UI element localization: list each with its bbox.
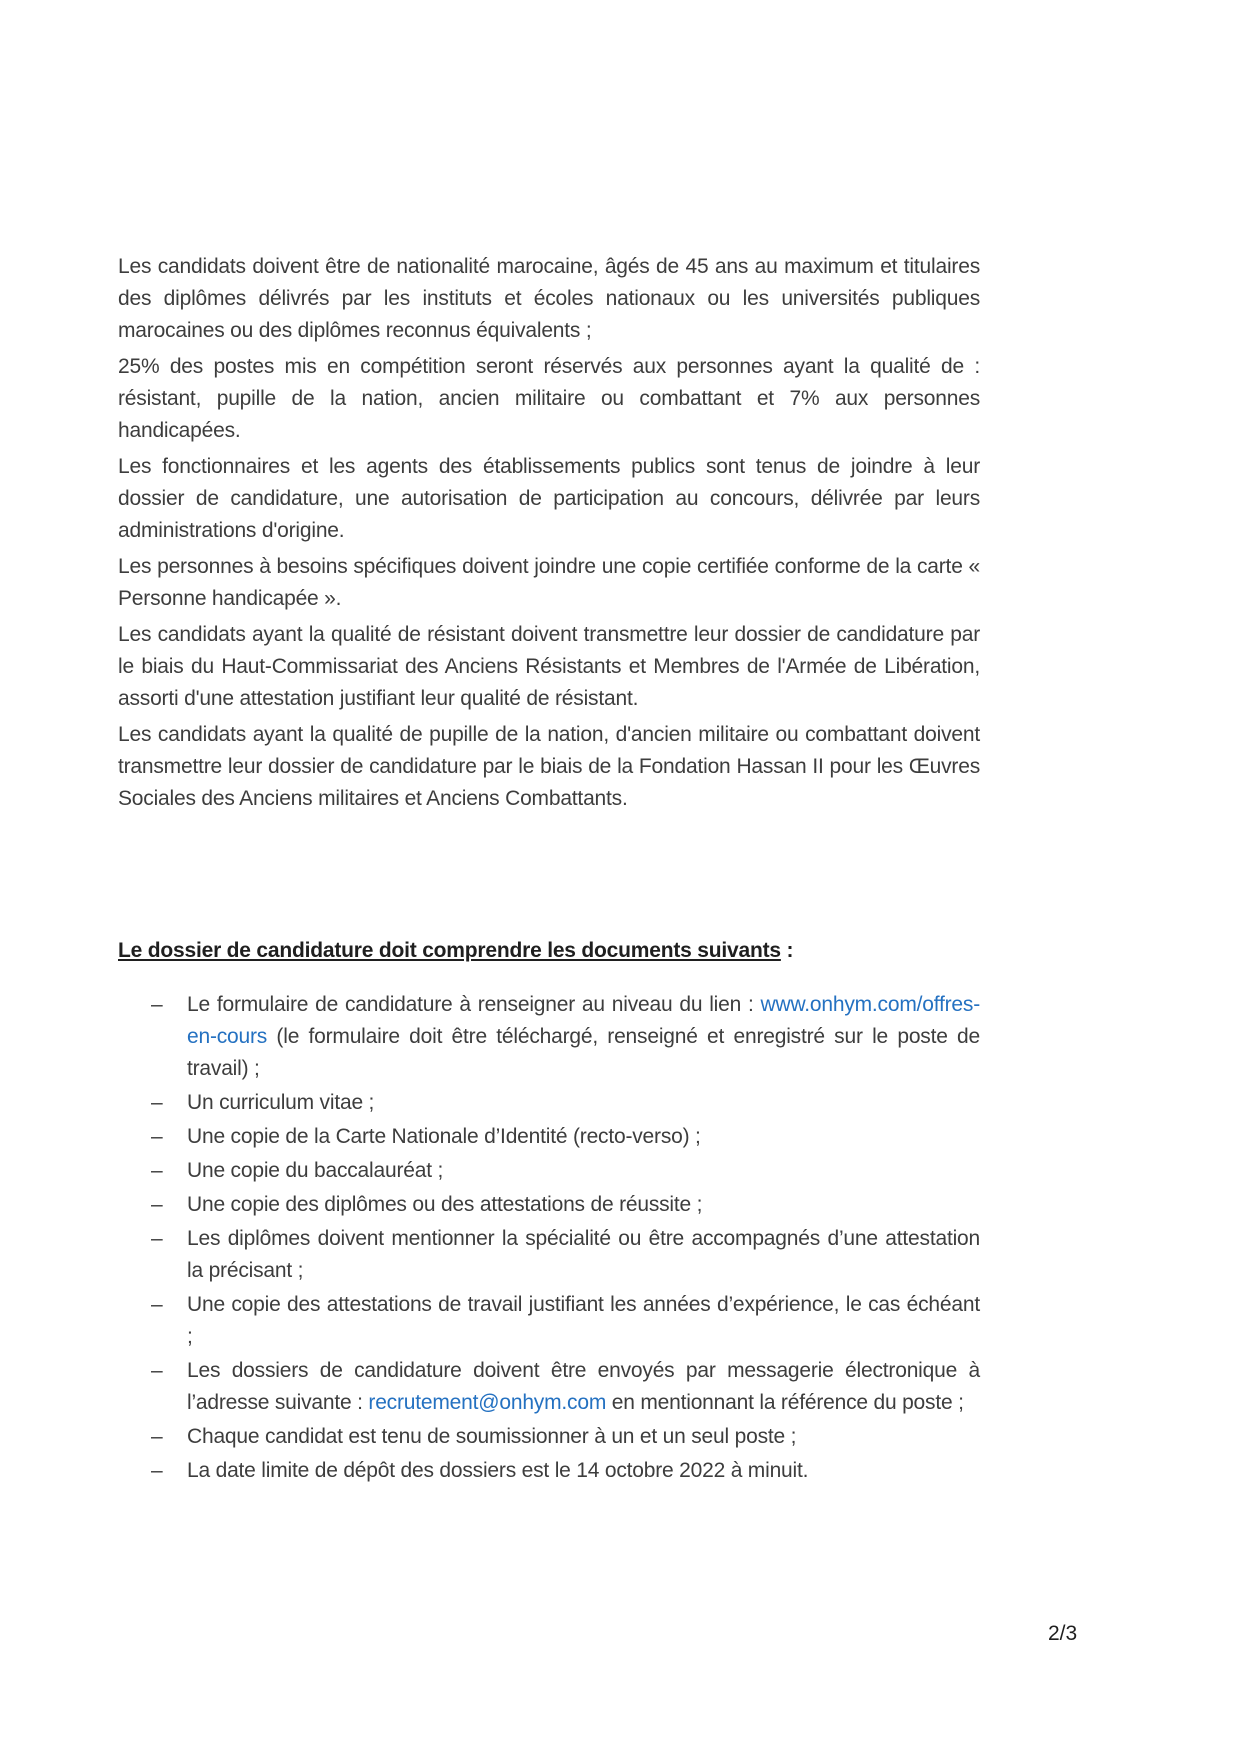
list-item [151,1087,980,1119]
list-item [151,1289,980,1353]
list-item-text [187,1421,980,1453]
hyperlink[interactable]: recrutement@onhym.com [368,1391,607,1414]
section-heading-text: Le dossier de candidature doit comprendre les documents suivants [118,939,781,962]
required-documents-list [151,989,980,1487]
dash-bullet: – [151,1091,163,1114]
text-segment: Une copie de la Carte Nationale d’Identité (recto-verso) ; [187,1125,701,1148]
list-item [151,1121,980,1153]
list-item-text [187,1223,980,1287]
list-item-text [187,1087,980,1119]
text-segment: en mentionnant la référence du poste ; [606,1391,964,1414]
dash-bullet: – [151,993,163,1016]
list-item-text [187,989,980,1085]
list-item [151,989,980,1085]
dash-bullet: – [151,1227,163,1250]
dash-bullet: – [151,1459,163,1482]
paragraph: 25% des postes mis en compétition seront réservés aux personnes ayant la qualité de : résistant, pupille de la nation, ancien militaire ou combattant et 7% aux personnes handicapées. [118,355,980,442]
list-item-text [187,1189,980,1221]
text-segment: Une copie des attestations de travail justifiant les années d’expérience, le cas échéant ; [187,1293,980,1348]
text-segment: Les dossiers de candidature doivent être envoyés par messagerie électronique à l’adresse suivante : [187,1359,980,1414]
list-item-text [187,1289,980,1353]
text-segment: Le formulaire de candidature à renseigner au niveau du lien : [187,993,761,1016]
text-segment: (le formulaire doit être téléchargé, renseigné et enregistré sur le poste de travail) ; [187,1025,980,1080]
dash-bullet: – [151,1125,163,1148]
paragraph: Les candidats ayant la qualité de pupille de la nation, d'ancien militaire ou combattant doivent transmettre leur dossier de candidature par le biais de la Fondation Hassan II pour les Œuvres Sociales des Anciens militaires et Anciens Combattants. [118,723,980,810]
section-heading-colon: : [780,939,794,962]
text-segment: Chaque candidat est tenu de soumissionner à un et un seul poste ; [187,1425,797,1448]
list-item [151,1155,980,1187]
dash-bullet: – [151,1425,163,1448]
section-heading [118,935,980,967]
paragraph: Les fonctionnaires et les agents des établissements publics sont tenus de joindre à leur dossier de candidature, une autorisation de participation au concours, délivrée par leurs administrations d'origine. [118,455,980,542]
list-item-text [187,1155,980,1187]
list-item-text [187,1121,980,1153]
paragraph: Les candidats ayant la qualité de résistant doivent transmettre leur dossier de candidature par le biais du Haut-Commissariat des Anciens Résistants et Membres de l'Armée de Libération, assorti d'une attestation justifiant leur qualité de résistant. [118,623,980,710]
list-item [151,1455,980,1487]
dash-bullet: – [151,1293,163,1316]
text-segment: Un curriculum vitae ; [187,1091,375,1114]
list-item [151,1223,980,1287]
dash-bullet: – [151,1359,163,1382]
dash-bullet: – [151,1193,163,1216]
hyperlink[interactable]: www.onhym.com/offres-en-cours [187,993,980,1048]
paragraph: Les personnes à besoins spécifiques doivent joindre une copie certifiée conforme de la carte « Personne handicapée ». [118,555,980,610]
paragraph: Les candidats doivent être de nationalité marocaine, âgés de 45 ans au maximum et titulaires des diplômes délivrés par les instituts et écoles nationaux ou les universités publiques marocaines ou des diplômes reconnus équivalents ; [118,255,980,342]
body-paragraphs [118,251,980,815]
list-item [151,1189,980,1221]
text-segment: Les diplômes doivent mentionner la spécialité ou être accompagnés d’une attestation la précisant ; [187,1227,980,1282]
list-item-text [187,1355,980,1419]
text-segment: La date limite de dépôt des dossiers est le 14 octobre 2022 à minuit. [187,1459,809,1482]
list-item [151,1355,980,1419]
text-segment: Une copie du baccalauréat ; [187,1159,444,1182]
page-number: 2/3 [1048,1622,1078,1645]
text-segment: Une copie des diplômes ou des attestations de réussite ; [187,1193,703,1216]
list-item [151,1421,980,1453]
dash-bullet: – [151,1159,163,1182]
list-item-text [187,1455,980,1487]
document-content [118,251,980,1489]
